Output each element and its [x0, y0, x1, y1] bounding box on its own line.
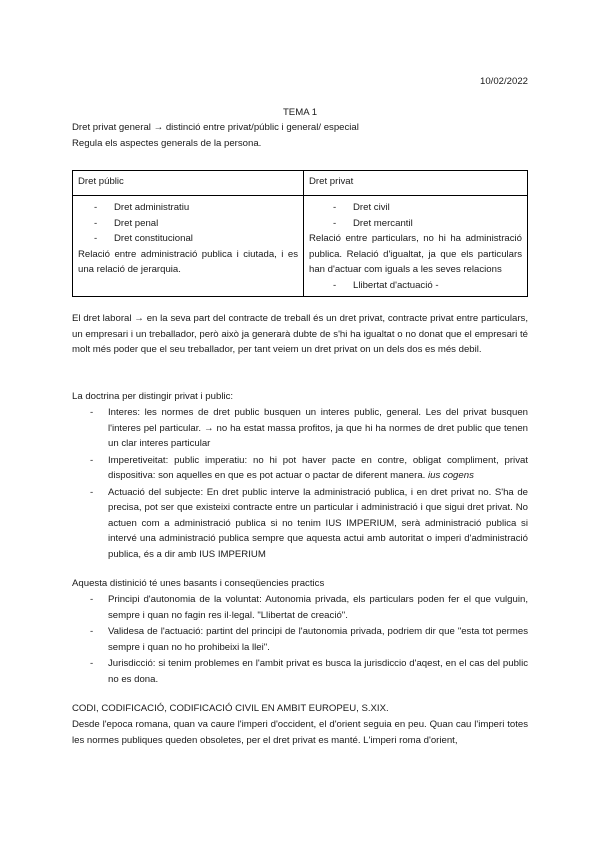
italic-term: ius cogens: [428, 470, 474, 481]
private-law-sublist: [309, 278, 522, 294]
list-item: - Dret civil: [309, 200, 522, 216]
doctrina-list: [72, 405, 528, 562]
private-law-list: [309, 200, 522, 231]
distincio-list: [72, 592, 528, 687]
list-item-text: Imperetiveitat: public imperatiu: no hi pot haver pacte en contre, obligat compliment, privat dispositiva: son aquelles en que es pot actuar o pactar de diferent manera.: [108, 454, 528, 481]
document-date: 10/02/2022: [479, 76, 528, 87]
list-item: [72, 453, 528, 484]
list-item: - Dret constitucional: [78, 231, 298, 247]
labor-law-paragraph: El dret laboral → en la seva part del contracte de treball és un dret privat, contracte privat entre particulars, un empresari i un treballador, però això ja generarà dubte de s'hi ha igualtat o no donat que el empresari té molt més poder que el seu treballador, per tant veiem un dret privat on un dels dos es més debil.: [72, 313, 528, 355]
doctrina-list-wrap: [72, 405, 528, 563]
comparison-table: [72, 170, 528, 297]
list-item: [72, 405, 528, 452]
codi-paragraph: Desde l'epoca romana, quan va caure l'imperi d'occident, el d'orient seguia en peu. Quan cau l'imperi totes les normes publiques queden obsoletes, per el dret privat es manté. L'imperi roma d'orient,: [72, 719, 528, 746]
list-item: - Principi d'autonomia de la voluntat: Autonomia privada, els particulars poden fer el que vulguin, sempre i quan no fagin res il·legal. "Llibertat de creació".: [72, 592, 528, 623]
private-law-description: Relació entre particulars, no hi ha administració publica. Relació d'igualtat, ja que els particulars han d'actuar com iguals a les seves relacions: [309, 233, 522, 275]
list-item: - Dret mercantil: [309, 216, 522, 232]
list-item: - Dret penal: [78, 216, 298, 232]
public-law-cell: [73, 196, 304, 297]
private-law-cell: [304, 196, 528, 297]
list-item: - Validesa de l'actuació: partint del principi de l'autonomia privada, podriem dir que "esta tot permes sempre i quan no ho prohibeixi la llei".: [72, 624, 528, 655]
intro-line-1: Dret privat general → distinció entre privat/públic i general/ especial: [72, 122, 359, 133]
intro-line-2: Regula els aspectes generals de la persona.: [72, 137, 262, 149]
codi-heading: CODI, CODIFICACIÓ, CODIFICACIÓ CIVIL EN AMBIT EUROPEU, S.XIX.: [72, 703, 389, 714]
list-item: - Llibertat d'actuació -: [309, 278, 522, 294]
intro-block: [72, 120, 532, 151]
list-item: - Dret administratiu: [78, 200, 298, 216]
page-title: TEMA 1: [282, 107, 318, 118]
distincio-heading: Aquesta distinició té unes basants i conseqüencies practics: [72, 578, 325, 589]
table-header-private: Dret privat: [304, 171, 528, 196]
doctrina-heading: La doctrina per distingir privat i public:: [72, 391, 234, 402]
list-item-text: Actuació del subjecte: En dret public interve la administració publica, i en dret privat no. S'ha de precisa, pot ser que existeixi contracte entre un particular i administració i que sigui dret privat. No actuen com a administració publica si no tenim IUS IMPERIUM, serà administració publica si intervé una administració publica sempre que aquesta actui amb autoritat o imperi d'administració publica, és a dir amb IUS IMPERIUM: [108, 486, 528, 560]
table-header-public: Dret públic: [73, 171, 304, 196]
public-law-list: [78, 200, 298, 247]
distincio-list-wrap: [72, 592, 528, 688]
public-law-description: Relació entre administració publica i ciutada, i es una relació de jerarquia.: [78, 248, 298, 275]
list-item: - Jurisdicció: si tenim problemes en l'ambit privat es busca la jurisdiccio d'aqest, en el cas del public no es dona.: [72, 656, 528, 687]
list-item: [72, 485, 528, 563]
list-item-text: Interes: les normes de dret public busquen un interes public, general. Les del privat busquen l'interes pel particular. → no ha estat massa profitos, ja que hi ha normes de dret public que tenen un clar interes particular: [108, 407, 528, 449]
